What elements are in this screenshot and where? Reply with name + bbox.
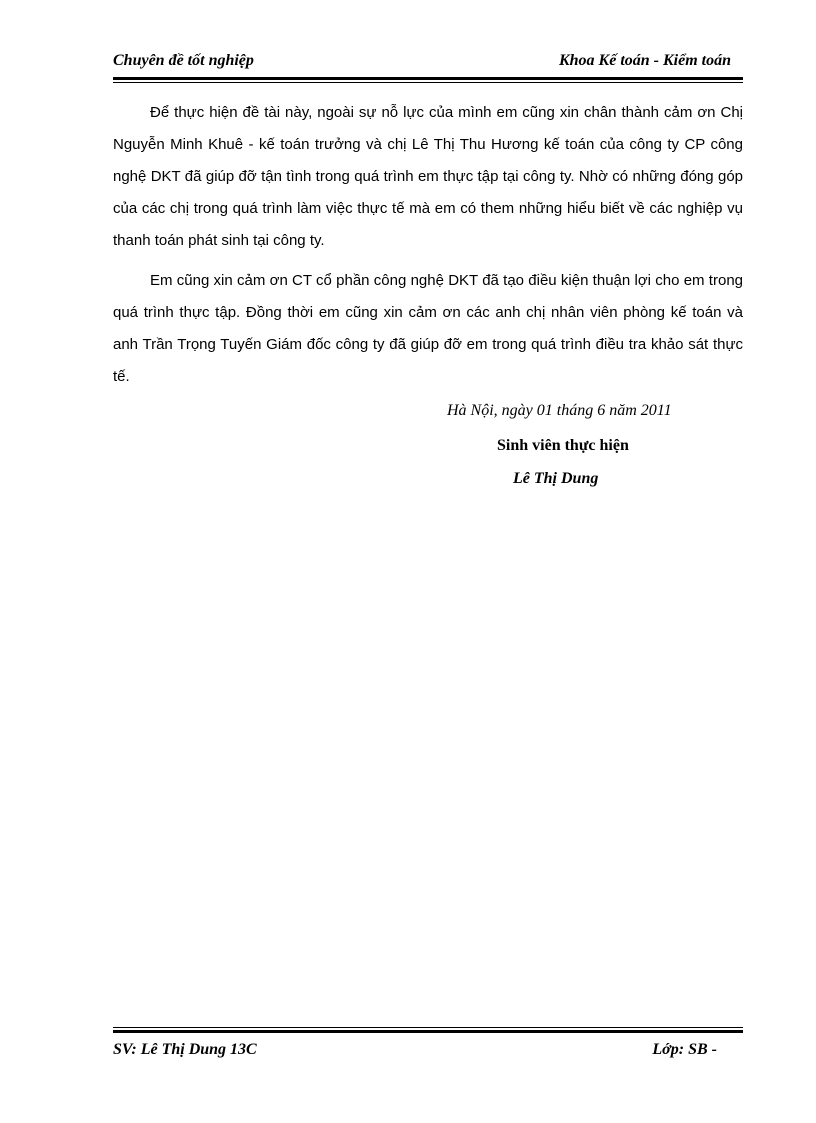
header-report-title: Chuyên đề tốt nghiệp [113, 52, 254, 69]
footer-rule-thin [113, 1027, 743, 1028]
signature-name: Lê Thị Dung [513, 470, 599, 487]
footer-rule-thick [113, 1030, 743, 1033]
header-faculty: Khoa Kế toán - Kiểm toán [558, 52, 731, 69]
body-text [113, 97, 743, 401]
header-rule-thin [113, 82, 743, 83]
paragraph-1: Để thực hiện đề tài này, ngoài sự nỗ lực của mình em cũng xin chân thành cảm ơn Chị Nguyễn Minh Khuê - kế toán trưởng và chị Lê Thị Thu Hương kế toán của công ty CP công nghệ DKT đã giúp đỡ tận tình trong quá trình em thực tập tại công ty. Nhờ có những đóng góp của các chị trong quá trình làm việc thực tế mà em có them những hiểu biết về các nghiệp vụ thanh toán phát sinh tại công ty. [113, 104, 743, 249]
signature-place-date: Hà Nội, ngày 01 tháng 6 năm 2011 [447, 402, 672, 419]
paragraph-2: Em cũng xin cảm ơn CT cổ phần công nghệ DKT đã tạo điều kiện thuận lợi cho em trong quá trình thực tập. Đồng thời em cũng xin cảm ơn các anh chị nhân viên phòng kế toán và anh Trần Trọng Tuyến Giám đốc công ty đã giúp đỡ em trong quá trình điều tra khảo sát thực tế. [113, 272, 743, 385]
signature-role: Sinh viên thực hiện [497, 437, 629, 454]
page-header [113, 50, 743, 76]
footer-student: SV: Lê Thị Dung 13C [113, 1041, 257, 1058]
page-footer [113, 1035, 743, 1095]
footer-class: Lớp: SB - [652, 1041, 717, 1058]
header-rule-thick [113, 77, 743, 80]
